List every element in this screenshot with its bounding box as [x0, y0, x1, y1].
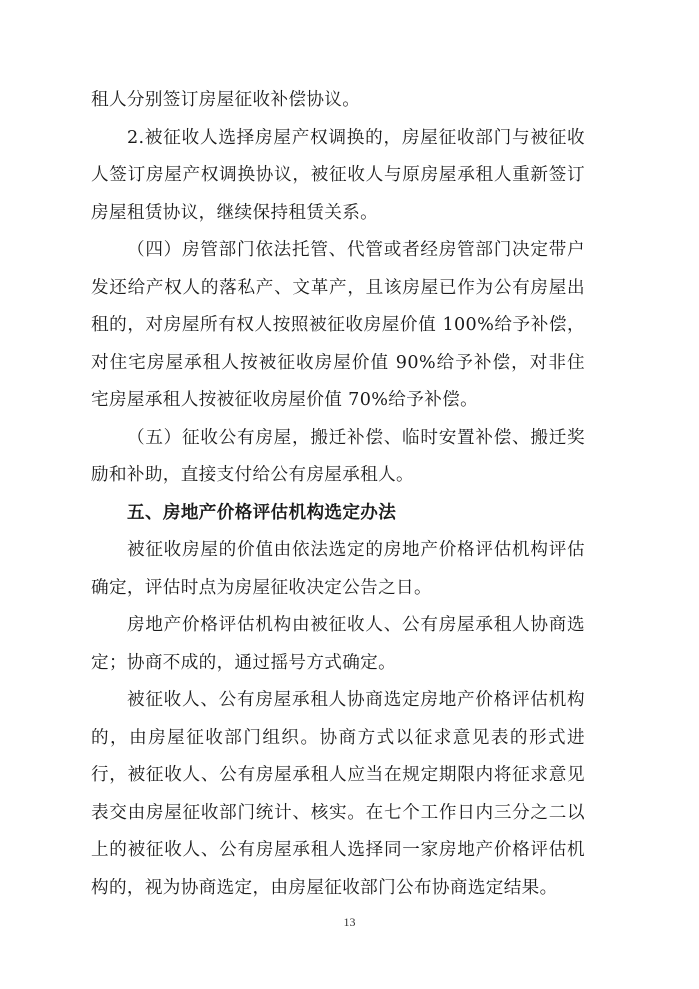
paragraph-item-four: （四）房管部门依法托管、代管或者经房管部门决定带户发还给产权人的落私产、文革产，且该房屋已作为公有房屋出租的，对房屋所有权人按照被征收房屋价值 100%给予补偿，对住宅房屋承租人按被征收房屋价值 90%给予补偿，对非住宅房屋承租人按被征收房屋价值 70%给予补偿。 [91, 240, 585, 410]
section-heading-appraisal: 五、房地产价格评估机构选定办法 [127, 502, 397, 523]
paragraph-appraisal-value: 被征收房屋的价值由依法选定的房地产价格评估机构评估确定，评估时点为房屋征收决定公告之日。 [91, 540, 585, 598]
paragraph-negotiation-procedure: 被征收人、公有房屋承租人协商选定房地产价格评估机构的，由房屋征收部门组织。协商方式以征求意见表的形式进行，被征收人、公有房屋承租人应当在规定期限内将征求意见表交由房屋征收部门统计、核实。在七个工作日内三分之二以上的被征收人、公有房屋承租人选择同一家房地产价格评估机构的，视为协商选定，由房屋征收部门公布协商选定结果。 [91, 690, 585, 898]
paragraph-appraisal-selection: 房地产价格评估机构由被征收人、公有房屋承租人协商选定；协商不成的，通过摇号方式确定。 [91, 615, 585, 673]
body-text [91, 82, 585, 907]
paragraph-property-exchange: 2.被征收人选择房屋产权调换的，房屋征收部门与被征收人签订房屋产权调换协议，被征收人与原房屋承租人重新签订房屋租赁协议，继续保持租赁关系。 [91, 127, 585, 223]
paragraph-item-five: （五）征收公有房屋，搬迁补偿、临时安置补偿、搬迁奖励和补助，直接支付给公有房屋承租人。 [91, 427, 585, 485]
page-number: 13 [343, 915, 356, 929]
paragraph-lease-agreement: 租人分别签订房屋征收补偿协议。 [91, 90, 361, 110]
